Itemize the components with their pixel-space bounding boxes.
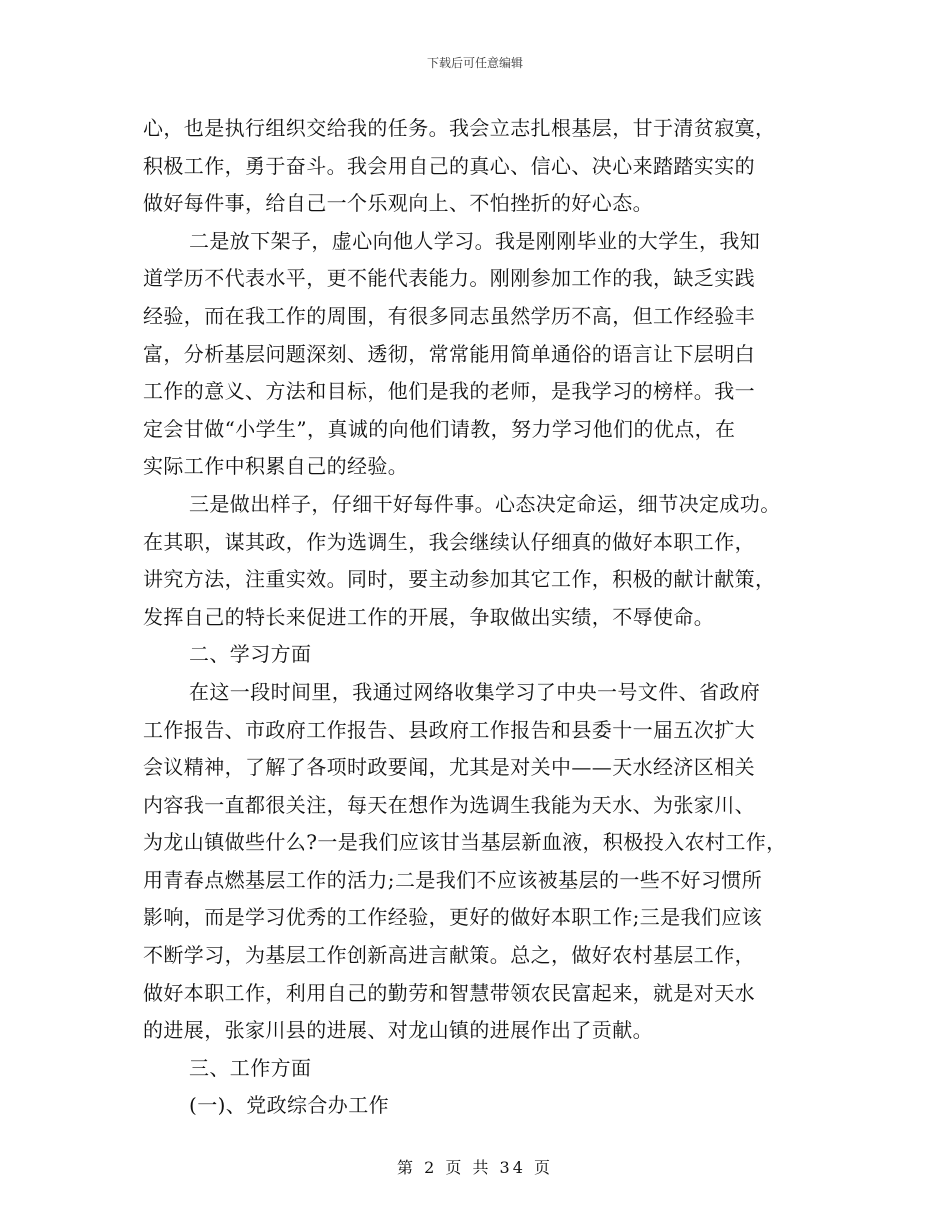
text-line: 经验，而在我工作的周围，有很多同志虽然学历不高，但工作经验丰 [143,303,755,328]
text-line: 富，分析基层问题深刻、透彻，常常能用简单通俗的语言让下层明白 [143,341,755,366]
text-line: 定会甘做“小学生”，真诚的向他们请教，努力学习他们的优点，在 [143,416,736,441]
section-heading: 三、工作方面 [189,1055,312,1080]
text-line: 的进展，张家川县的进展、对龙山镇的进展作出了贡献。 [143,1018,653,1043]
subsection-heading: (一)、党政综合办工作 [189,1093,390,1118]
text-line: 工作报告、市政府工作报告、县政府工作报告和县委十一届五次扩大 [143,717,755,742]
text-line: 讲究方法，注重实效。同时，要主动参加其它工作，积极的献计献策， [143,567,776,592]
text-line: 用青春点燃基层工作的活力;二是我们不应该被基层的一些不好习惯所 [143,867,763,892]
page-header: 下载后可任意编辑 [426,56,523,70]
document-body [143,110,815,1125]
text-line: 做好本职工作，利用自己的勤劳和智慧带领农民富起来，就是对天水 [143,980,755,1005]
text-line: 实际工作中积累自己的经验。 [143,454,409,479]
text-line: 为龙山镇做些什么?一是我们应该甘当基层新血液，积极投入农村工作， [143,830,787,855]
page-number: 第 2 页 共 34 页 [397,1158,553,1177]
text-line: 影响，而是学习优秀的工作经验，更好的做好本职工作;三是我们应该 [143,905,763,930]
text-line: 做好每件事，给自己一个乐观向上、不怕挫折的好心态。 [143,191,653,216]
text-line: 会议精神，了解了各项时政要闻，尤其是对关中——天水经济区相关 [143,755,755,780]
paragraph-start: 二是放下架子，虚心向他人学习。我是刚刚毕业的大学生，我知 [189,228,761,253]
text-line: 积极工作，勇于奋斗。我会用自己的真心、信心、决心来踏踏实实的 [143,153,755,178]
paragraph-start: 在这一段时间里，我通过网络收集学习了中央一号文件、省政府 [189,679,761,704]
text-line: 不断学习，为基层工作创新高进言献策。总之，做好农村基层工作， [143,943,755,968]
text-line: 在其职，谋其政，作为选调生，我会继续认仔细真的做好本职工作， [143,529,755,554]
text-line: 工作的意义、方法和目标，他们是我的老师，是我学习的榜样。我一 [143,379,755,404]
paragraph-start: 三是做出样子，仔细干好每件事。心态决定命运，细节决定成功。 [189,491,781,516]
text-line: 心，也是执行组织交给我的任务。我会立志扎根基层，甘于清贫寂寞， [143,116,776,140]
text-line: 道学历不代表水平，更不能代表能力。刚刚参加工作的我，缺乏实践 [143,266,755,291]
text-line: 内容我一直都很关注，每天在想作为选调生我能为天水、为张家川、 [143,792,755,817]
text-line: 发挥自己的特长来促进工作的开展，争取做出实绩，不辱使命。 [143,604,715,629]
section-heading: 二、学习方面 [189,642,312,667]
